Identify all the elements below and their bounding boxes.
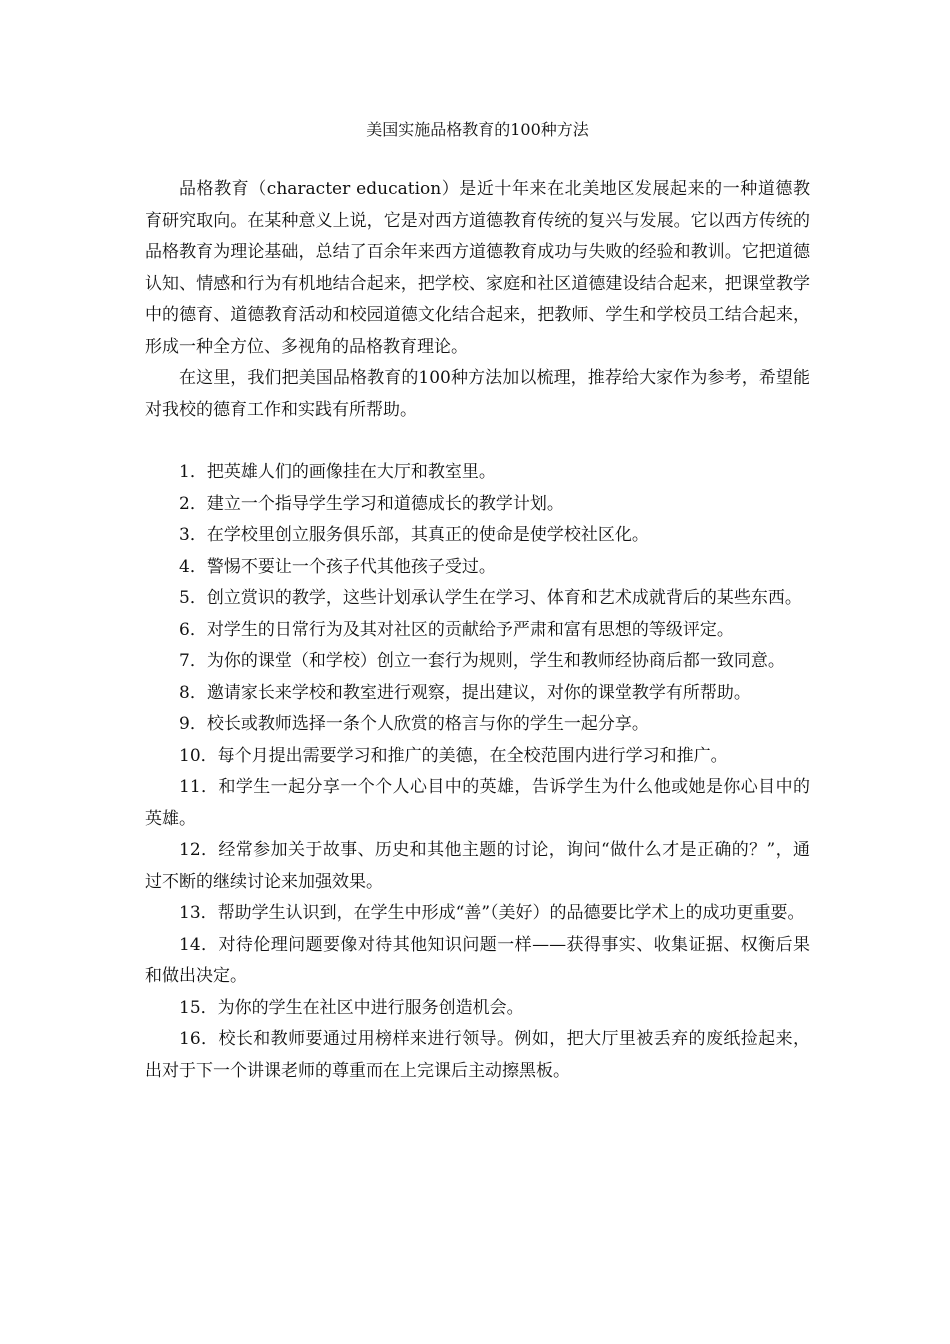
- method-item: 3．在学校里创立服务俱乐部，其真正的使命是使学校社区化。: [179, 525, 649, 545]
- method-item: 10．每个月提出需要学习和推广的美德，在全校范围内进行学习和推广。: [179, 745, 728, 766]
- section-spacer: [145, 426, 810, 457]
- intro-paragraph: 品格教育（character education）是近十年来在北美地区发展起来的一种道德教育研究取向。在某种意义上说，它是对西方道德教育传统的复兴与发展。它以西方传统的品格教育为理论基础，总结了百余年来西方道德教育成功与失败的经验和教训。它把道德认知、情感和行为有机地结合起来，把学校、家庭和社区道德建设结合起来，把课堂教学中的德育、道德教育活动和校园道德文化结合起来，把教师、学生和学校员工结合起来，形成一种全方位、多视角的品格教育理论。: [145, 179, 810, 357]
- method-item: 8．邀请家长来学校和教室进行观察，提出建议，对你的课堂教学有所帮助。: [179, 682, 751, 703]
- document-page: [145, 118, 810, 1087]
- method-item: 15．为你的学生在社区中进行服务创造机会。: [179, 997, 524, 1018]
- method-item: 4．警惕不要让一个孩子代其他孩子受过。: [179, 556, 496, 577]
- method-item: 16．校长和教师要通过用榜样来进行领导。例如，把大厅里被丢弃的废纸捡起来，出对于下一个讲课老师的尊重而在上完课后主动擦黑板。: [145, 1029, 810, 1081]
- method-item: 14．对待伦理问题要像对待其他知识问题一样——获得事实、收集证据、权衡后果和做出决定。: [145, 934, 810, 986]
- methods-list: [145, 457, 810, 1087]
- method-item: 5．创立赏识的教学，这些计划承认学生在学习、体育和艺术成就背后的某些东西。: [179, 588, 802, 608]
- method-item: 12．经常参加关于故事、历史和其他主题的讨论，询问“做什么才是正确的？”，通过不断的继续讨论来加强效果。: [145, 840, 810, 892]
- method-item: 13．帮助学生认识到，在学生中形成“善”（美好）的品德要比学术上的成功更重要。: [179, 903, 805, 923]
- method-item: 11．和学生一起分享一个个人心目中的英雄，告诉学生为什么他或她是你心目中的英雄。: [145, 777, 810, 829]
- method-item: 7．为你的课堂（和学校）创立一套行为规则，学生和教师经协商后都一致同意。: [179, 651, 785, 671]
- method-item: 6．对学生的日常行为及其对社区的贡献给予严肃和富有思想的等级评定。: [179, 619, 734, 640]
- method-item: 1．把英雄人们的画像挂在大厅和教室里。: [179, 462, 496, 482]
- method-item: 2．建立一个指导学生学习和道德成长的教学计划。: [179, 493, 564, 514]
- intro-paragraph: 在这里，我们把美国品格教育的100种方法加以梳理，推荐给大家作为参考，希望能对我校的德育工作和实践有所帮助。: [145, 368, 810, 420]
- document-title: 美国实施品格教育的100种方法: [366, 120, 589, 139]
- method-item: 9．校长或教师选择一条个人欣赏的格言与你的学生一起分享。: [179, 714, 649, 734]
